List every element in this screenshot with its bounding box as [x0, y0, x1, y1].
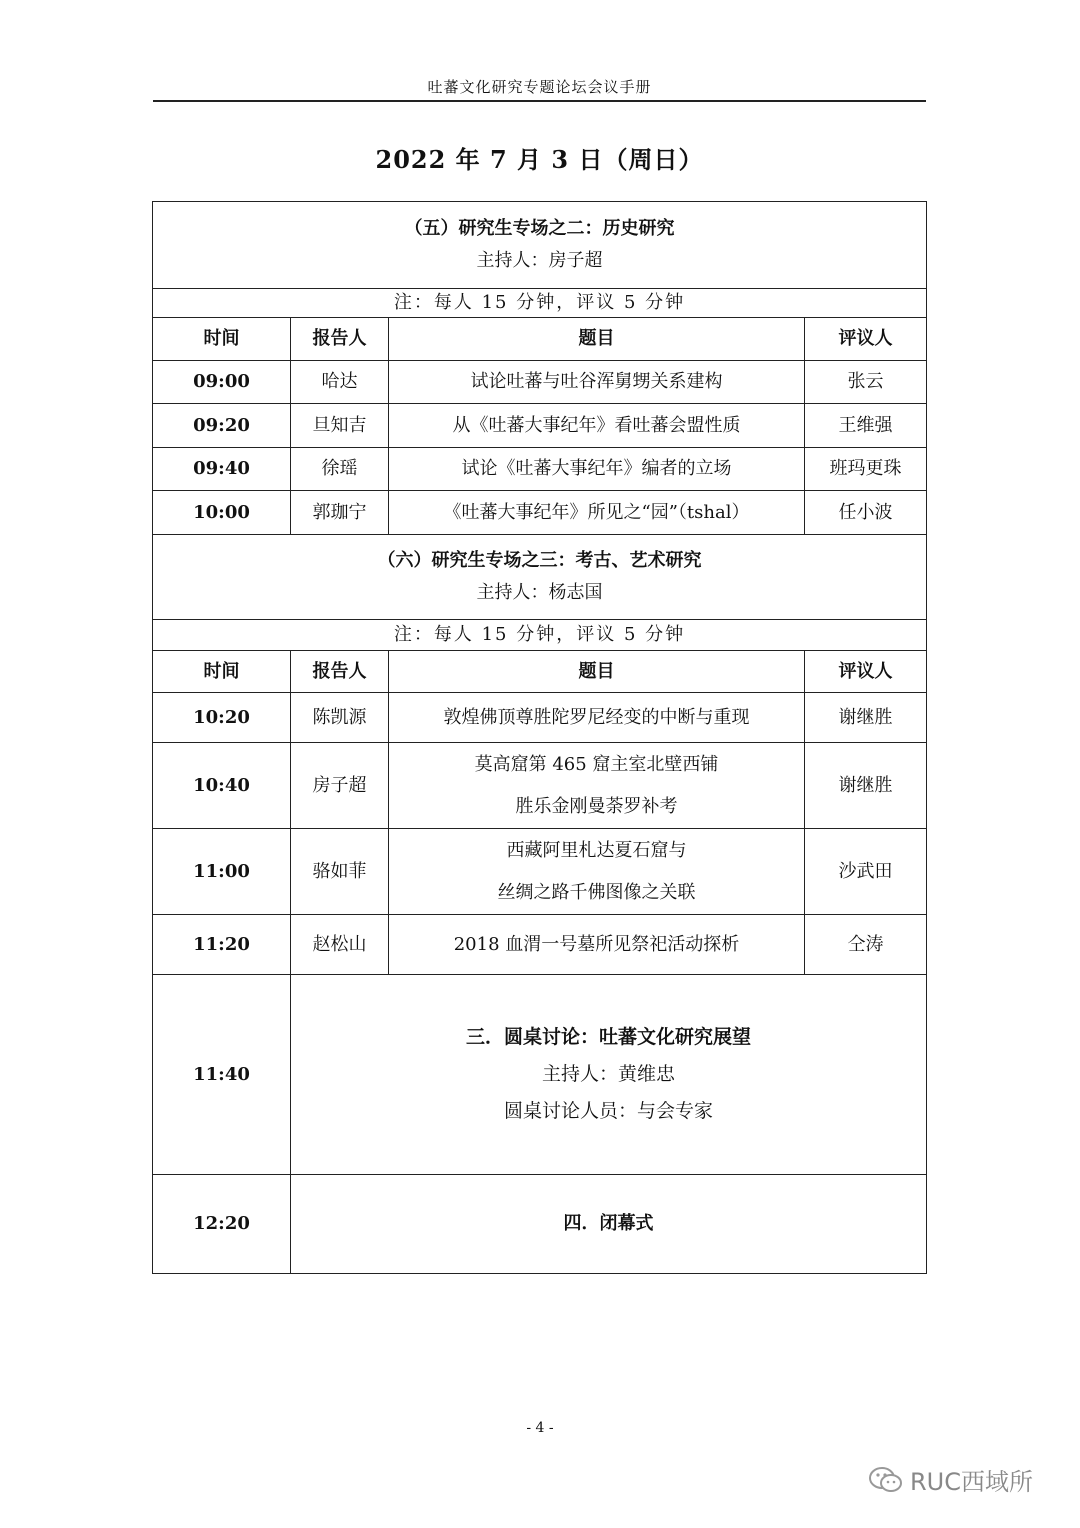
time-cell: 09:20 [153, 404, 291, 448]
col-topic-header: 题目 [389, 318, 805, 361]
watermark-text: RUC西域所 [910, 1468, 1033, 1496]
topic-cell: 从《吐蕃大事纪年》看吐蕃会盟性质 [389, 404, 805, 448]
session6-title: （六）研究生专场之三：考古、艺术研究 [377, 550, 702, 572]
speaker-cell: 郭珈宁 [291, 491, 389, 535]
roundtable-title: 三．圆桌讨论：吐蕃文化研究展望 [465, 1026, 751, 1049]
topic-line: 丝绸之路千佛图像之关联 [497, 881, 696, 903]
speaker-cell: 旦知吉 [291, 404, 389, 448]
reviewer-cell: 沙武田 [805, 829, 927, 915]
time-cell: 12:20 [153, 1175, 291, 1274]
closing-title: 四．闭幕式 [291, 1175, 927, 1274]
closing-row [153, 1175, 927, 1274]
time-cell: 09:40 [153, 448, 291, 491]
speaker-cell: 房子超 [291, 743, 389, 829]
session6-note: 注：每人 15 分钟，评议 5 分钟 [153, 620, 927, 651]
table-row [153, 915, 927, 975]
roundtable-row [153, 975, 927, 1175]
column-header-row [153, 651, 927, 693]
time-cell: 10:00 [153, 491, 291, 535]
header-rule [153, 100, 926, 102]
col-speaker-header: 报告人 [291, 318, 389, 361]
session5-title: （五）研究生专场之二：历史研究 [404, 218, 675, 240]
col-speaker-header: 报告人 [291, 651, 389, 693]
session6-host: 主持人：杨志国 [476, 582, 603, 603]
table-row [153, 404, 927, 448]
table-row [153, 829, 927, 915]
column-header-row [153, 318, 927, 361]
reviewer-cell: 王维强 [805, 404, 927, 448]
topic-line: 西藏阿里札达夏石窟与 [506, 839, 687, 861]
session5-host: 主持人：房子超 [476, 250, 603, 271]
topic-cell: 敦煌佛顶尊胜陀罗尼经变的中断与重现 [389, 693, 805, 743]
time-cell: 09:00 [153, 361, 291, 404]
reviewer-cell: 班玛更珠 [805, 448, 927, 491]
reviewer-cell: 张云 [805, 361, 927, 404]
speaker-cell: 哈达 [291, 361, 389, 404]
time-cell: 11:20 [153, 915, 291, 975]
col-reviewer-header: 评议人 [805, 651, 927, 693]
roundtable-host: 主持人：黄维忠 [541, 1063, 675, 1086]
table-row [153, 448, 927, 491]
session5-header [153, 202, 927, 289]
session6-header [153, 535, 927, 620]
table-row [153, 491, 927, 535]
wechat-icon [868, 1466, 904, 1494]
reviewer-cell: 仝涛 [805, 915, 927, 975]
table-row [153, 361, 927, 404]
col-topic-header: 题目 [389, 651, 805, 693]
page-number: - 4 - [526, 1420, 554, 1436]
topic-cell: 试论《吐蕃大事纪年》编者的立场 [389, 448, 805, 491]
topic-line: 胜乐金刚曼荼罗补考 [515, 795, 678, 817]
reviewer-cell: 谢继胜 [805, 743, 927, 829]
speaker-cell: 陈凯源 [291, 693, 389, 743]
topic-cell: 试论吐蕃与吐谷浑舅甥关系建构 [389, 361, 805, 404]
col-time-header: 时间 [153, 651, 291, 693]
reviewer-cell: 谢继胜 [805, 693, 927, 743]
col-reviewer-header: 评议人 [805, 318, 927, 361]
reviewer-cell: 任小波 [805, 491, 927, 535]
topic-cell: 2018 血渭一号墓所见祭祀活动探析 [389, 915, 805, 975]
session5-note: 注：每人 15 分钟，评议 5 分钟 [153, 289, 927, 318]
time-cell: 11:00 [153, 829, 291, 915]
time-cell: 10:40 [153, 743, 291, 829]
watermark [868, 1462, 1033, 1497]
topic-cell: 《吐蕃大事纪年》所见之“园”（tshal） [389, 491, 805, 535]
date-title: 2022 年 7 月 3 日（周日） [375, 145, 704, 174]
topic-line: 莫高窟第 465 窟主室北壁西铺 [474, 753, 719, 775]
document-header: 吐蕃文化研究专题论坛会议手册 [427, 78, 652, 96]
speaker-cell: 骆如菲 [291, 829, 389, 915]
topic-cell [389, 829, 805, 915]
schedule-table [152, 201, 927, 1274]
time-cell: 11:40 [153, 975, 291, 1175]
col-time-header: 时间 [153, 318, 291, 361]
speaker-cell: 赵松山 [291, 915, 389, 975]
time-cell: 10:20 [153, 693, 291, 743]
session5-header-row [153, 202, 927, 289]
topic-cell [389, 743, 805, 829]
table-row [153, 743, 927, 829]
speaker-cell: 徐瑶 [291, 448, 389, 491]
roundtable-cell [291, 975, 927, 1175]
session6-header-row [153, 535, 927, 620]
table-row [153, 693, 927, 743]
roundtable-participants: 圆桌讨论人员：与会专家 [503, 1099, 713, 1122]
